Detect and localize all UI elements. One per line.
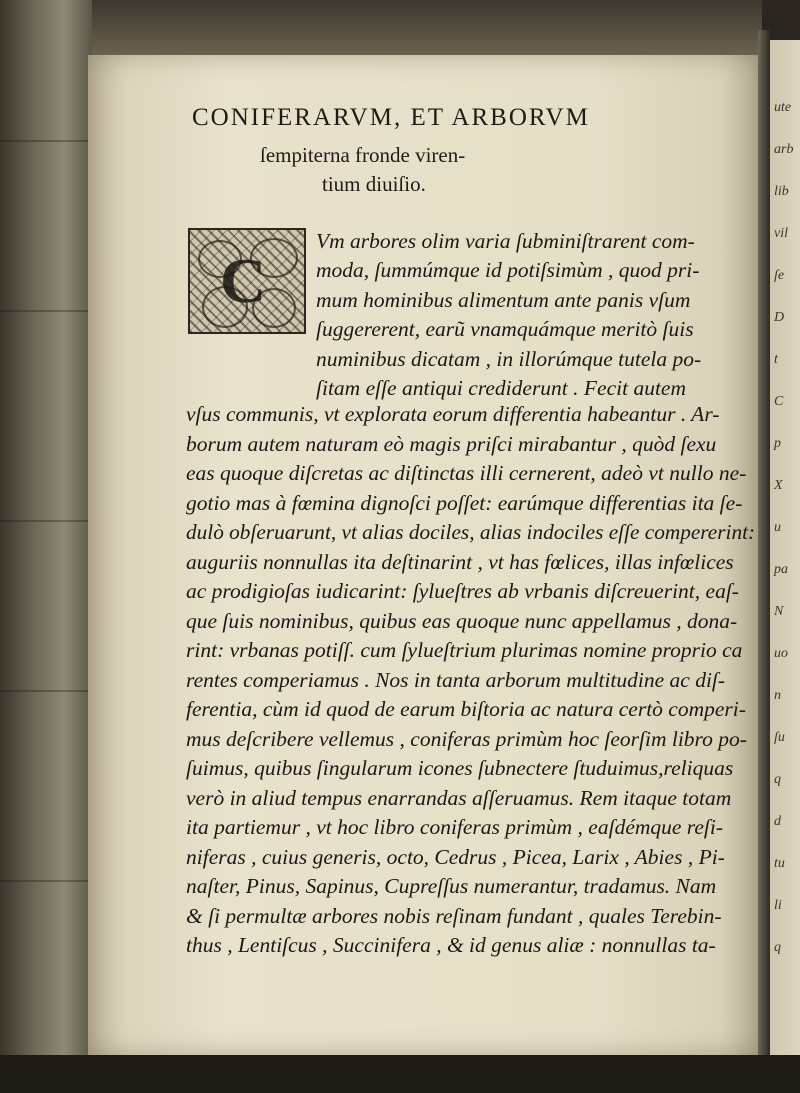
facing-page-text: arb	[774, 142, 794, 157]
text-line: ſuggererent, earũ vnamquámque meritò ſuis	[316, 317, 694, 342]
text-line: mum hominibus alimentum ante panis vſum	[316, 287, 691, 312]
facing-page-text: p	[774, 436, 781, 451]
facing-page-text: ſe	[774, 268, 785, 283]
text-line: borum autem naturam eò magis priſci mirabantur , quòd ſexu	[186, 431, 717, 456]
facing-page-text: u	[774, 520, 781, 535]
facing-page-text: C	[774, 394, 784, 409]
facing-page-text: ſu	[774, 730, 785, 745]
text-line: thus , Lentiſcus , Succinifera , & id genus aliæ : nonnullas ta-	[186, 933, 716, 957]
facing-page-text: ute	[774, 100, 792, 115]
text-line: mus deſcribere vellemus , coniferas primùm hoc ſeorſim libro po-	[186, 726, 747, 751]
text-line: numinibus dicatam , in illorúmque tutela po-	[316, 346, 702, 371]
text-line: ſitam eſſe antiqui crediderunt . Fecit autem	[316, 376, 686, 400]
facing-page-text: n	[774, 688, 781, 703]
facing-page-text: q	[774, 772, 781, 787]
text-line: vſus communis, vt explorata eorum differentia habeantur . Ar-	[186, 402, 720, 426]
facing-page-text: li	[774, 898, 782, 913]
text-line: dulò obſeruarunt, vt alias dociles, alias indociles eſſe compererint:	[186, 520, 756, 544]
text-line: Vm arbores olim varia ſubminiſtrarent com-	[316, 229, 695, 253]
chapter-subheading-line-2: tium diuiſio.	[322, 172, 426, 196]
text-line: eas quoque diſcretas ac diſtinctas illi cernerent, adeò vt nullo ne-	[186, 461, 747, 485]
chapter-subheading-line-1: ſempiterna fronde viren-	[260, 143, 466, 167]
text-line: gotio mas à fœmina dignoſci poſſet: earúmque differentias ita ſe-	[186, 490, 743, 515]
decorated-initial	[188, 228, 306, 334]
facing-page-text: pa	[774, 562, 788, 577]
facing-page-text: q	[774, 940, 781, 955]
text-line: ferentia, cùm id quod de earum biſtoria ac natura certò comperi-	[186, 697, 746, 721]
text-line: & ſi permultæ arbores nobis reſinam fundant , quales Terebin-	[186, 903, 722, 928]
text-line: niferas , cuius generis, octo, Cedrus , Picea, Larix , Abies , Pi-	[186, 844, 725, 869]
top-shadow	[92, 0, 762, 55]
facing-page-text: vil	[774, 226, 788, 241]
facing-page-edge	[770, 40, 800, 1060]
text-line: verò in aliud tempus enarrandas aſſeruamus. Rem itaque totam	[186, 785, 732, 810]
facing-page-text: t	[774, 352, 778, 367]
text-line: naſter, Pinus, Sapinus, Cupreſſus numerantur, tradamus. Nam	[186, 874, 717, 898]
facing-page-text: X	[774, 478, 783, 493]
facing-page-text: uo	[774, 646, 788, 661]
bottom-shadow	[0, 1055, 800, 1093]
text-line: rint: vrbanas potiſſ. cum ſylueſtrium plurimas nomine proprio ca	[186, 638, 743, 662]
facing-page-text: d	[774, 814, 781, 829]
facing-page-text: N	[774, 604, 784, 619]
text-line: moda, ſummúmque id potiſsimùm , quod pri-	[316, 258, 700, 283]
text-line: que ſuis nominibus, quibus eas quoque nunc appellamus , dona-	[186, 608, 738, 633]
text-line: auguriis nonnullas ita deſtinarint , vt has fœlices, illas infœlices	[186, 549, 734, 574]
binding-edge	[0, 0, 92, 1093]
initial-letter: C	[220, 245, 267, 316]
page-gutter	[758, 30, 770, 1070]
facing-page-text: lib	[774, 184, 789, 199]
text-line: ita partiemur , vt hoc libro coniferas primùm , eaſdémque reſi-	[186, 815, 724, 839]
facing-page-text: D	[774, 310, 785, 325]
text-line: ac prodigioſas iudicarint: ſylueſtres ab vrbanis diſcreuerint, eaſ-	[186, 579, 739, 603]
text-line: rentes comperiamus . Nos in tanta arborum multitudine ac diſ-	[186, 667, 726, 692]
text-line: ſuimus, quibus ſingularum icones ſubnectere ſtuduimus,reliquas	[186, 756, 734, 780]
facing-page-text: tu	[774, 856, 785, 871]
chapter-heading: CONIFERARVM, ET ARBORVM	[192, 104, 590, 131]
